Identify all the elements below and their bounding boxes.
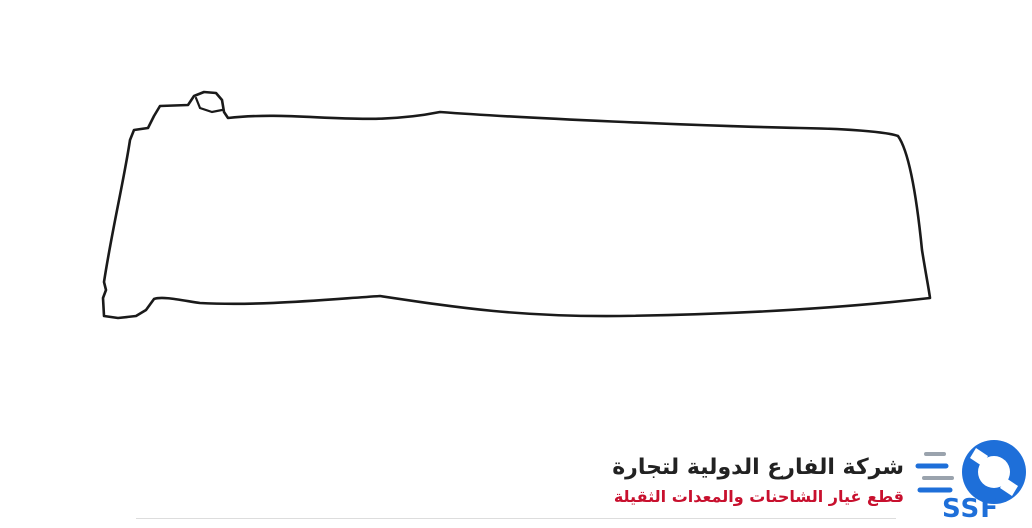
logo-speed-lines — [918, 454, 952, 490]
footer-divider — [136, 518, 896, 519]
gasket-outline — [103, 92, 930, 318]
logo-text — [942, 494, 999, 524]
company-branding — [584, 452, 904, 518]
company-tagline: قطع غيار الشاحنات والمعدات الثقيلة — [613, 487, 904, 506]
gasket-tab-detail — [196, 98, 222, 112]
logo-text-label: SSF — [942, 494, 1000, 524]
company-name: شركة الفارع الدولية لتجارة — [612, 455, 904, 480]
